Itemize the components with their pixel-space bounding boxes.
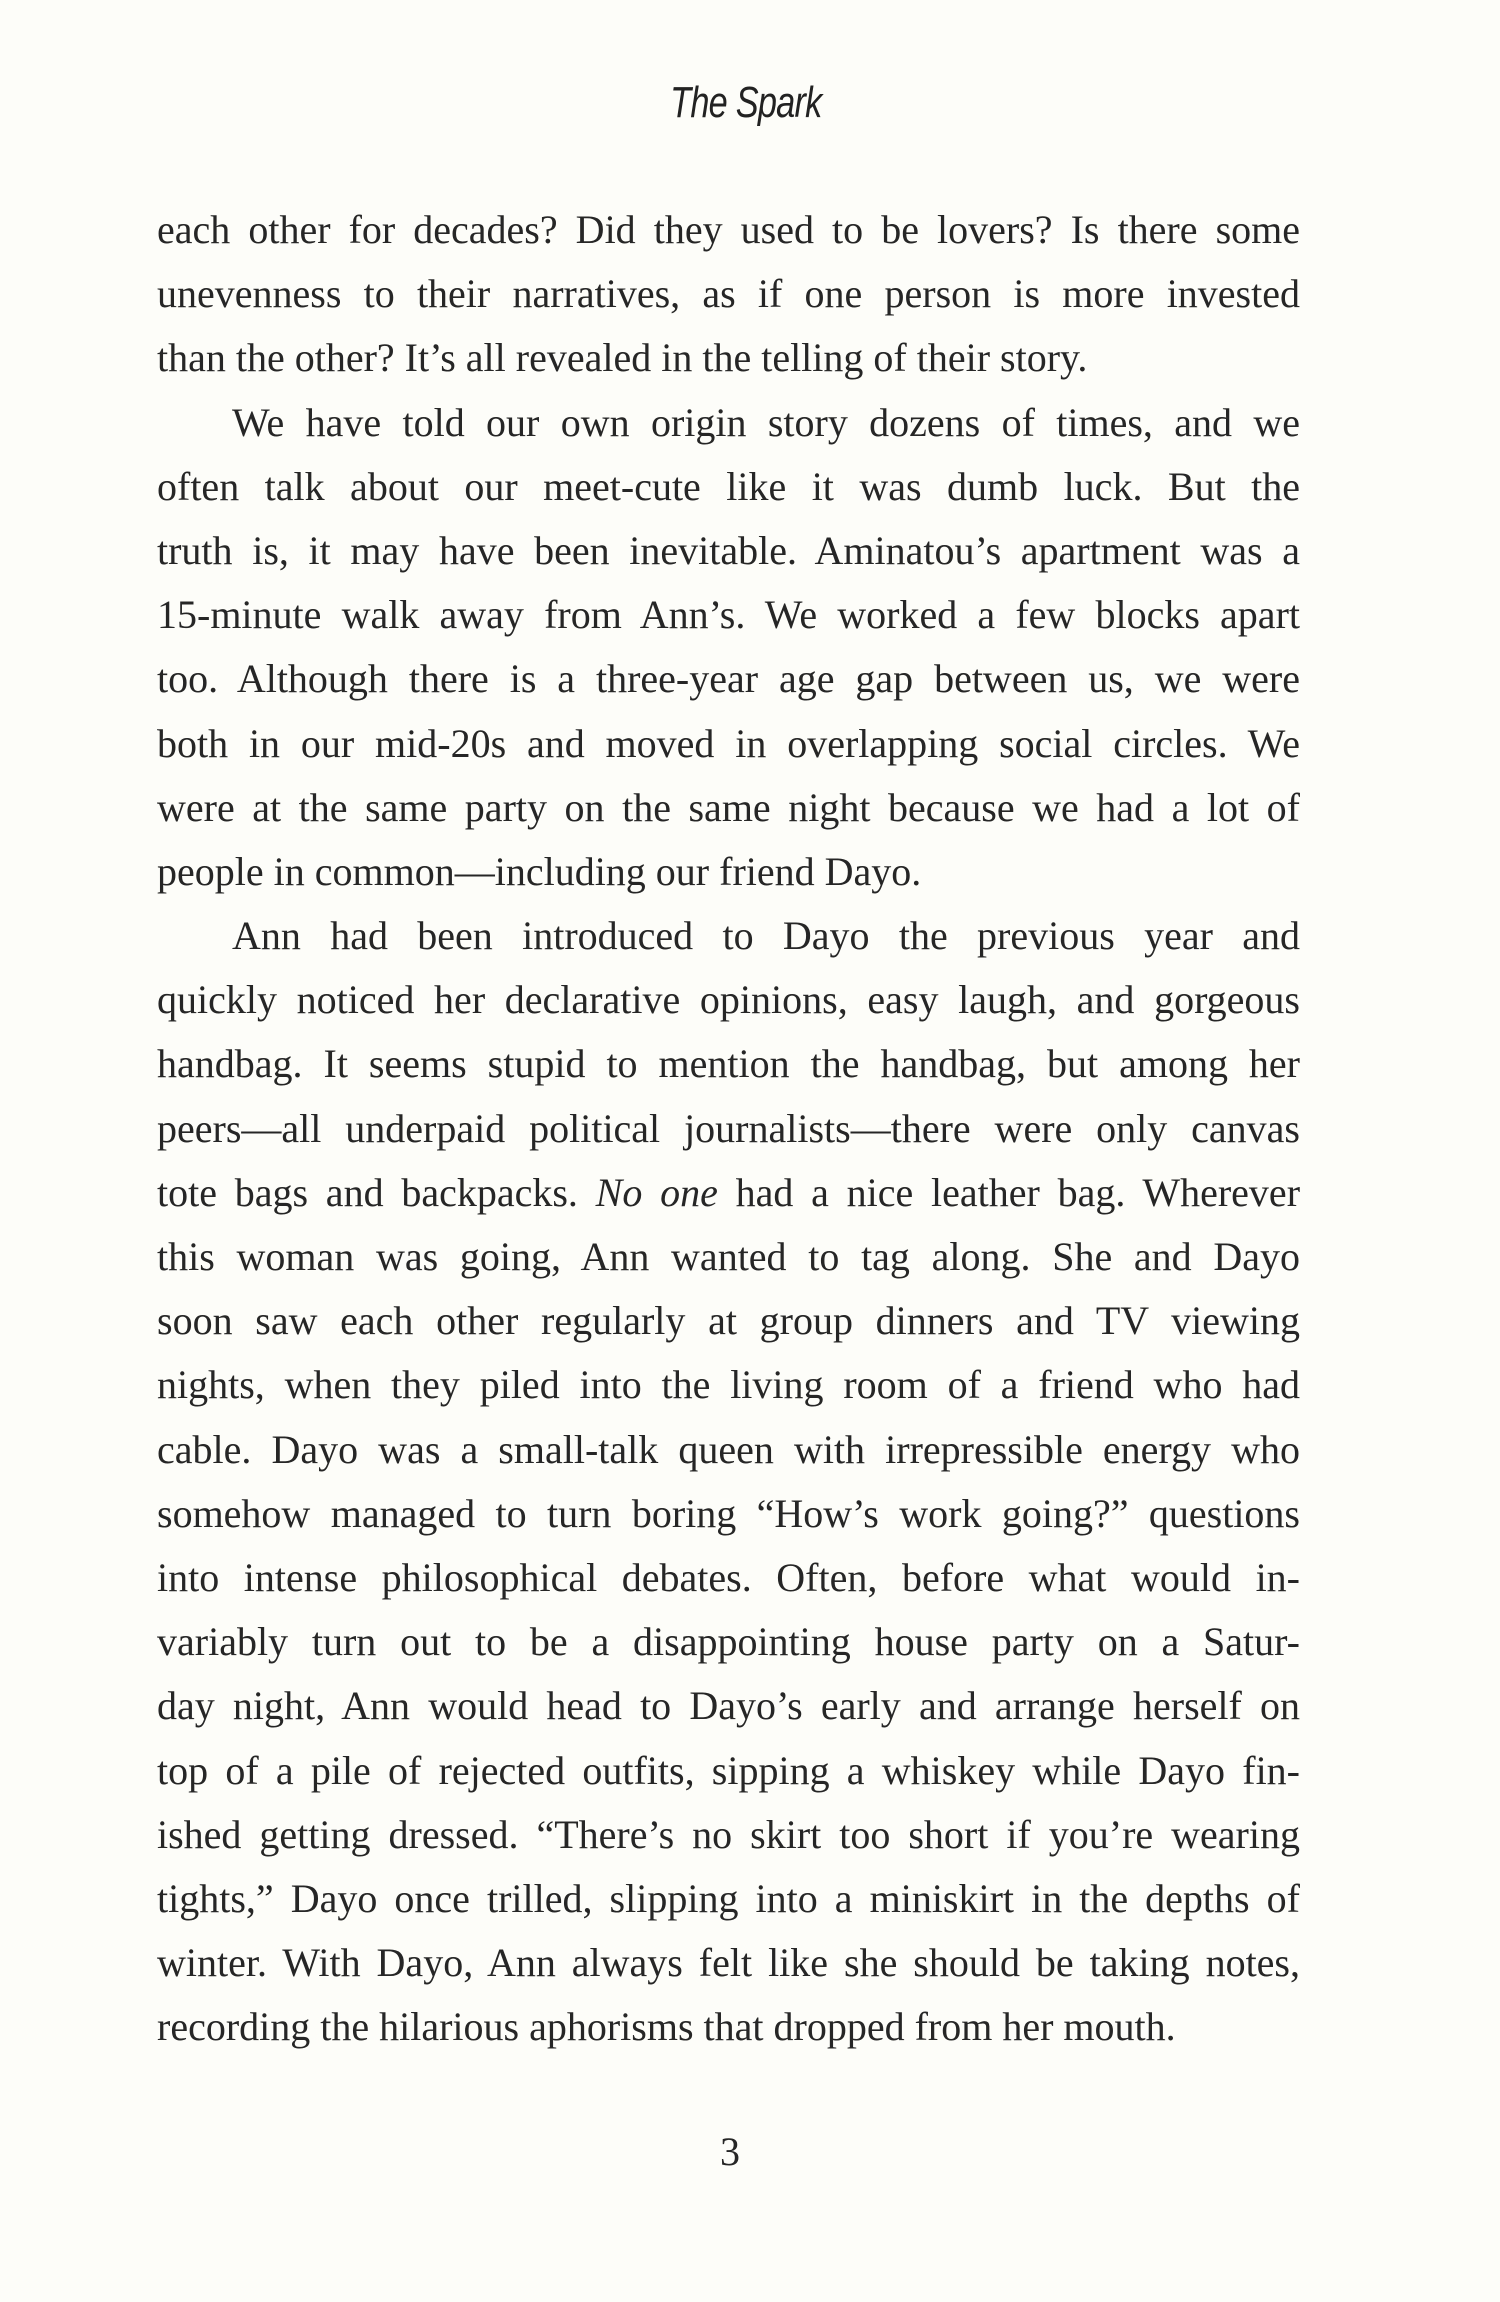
text-line: into intense philosophical debates. Often, before what would in- — [157, 1554, 1300, 1600]
page-number: 3 — [720, 2129, 740, 2174]
text-line: nights, when they piled into the living room of a friend who had — [157, 1362, 1300, 1408]
text-line: quickly noticed her declarative opinions, easy laugh, and gorgeous — [157, 977, 1300, 1023]
text-line: ished getting dressed. “There’s no skirt too short if you’re wearing — [157, 1811, 1300, 1857]
text-line: winter. With Dayo, Ann always felt like she should be taking notes, — [157, 1940, 1300, 1986]
text-line: than the other? It’s all revealed in the telling of their story. — [157, 335, 1088, 381]
body-text — [157, 198, 1300, 2059]
text-line: recording the hilarious aphorisms that dropped from her mouth. — [157, 2004, 1176, 2050]
text-line: both in our mid-20s and moved in overlapping social circles. We — [157, 720, 1300, 766]
paragraph-1 — [157, 198, 1300, 391]
text-line: truth is, it may have been inevitable. Aminatou’s apartment was a — [157, 527, 1300, 573]
text-line: people in common—including our friend Dayo. — [157, 848, 922, 894]
text-line: top of a pile of rejected outfits, sipping a whiskey while Dayo fin- — [157, 1747, 1300, 1793]
text-line: tights,” Dayo once trilled, slipping into a miniskirt in the depths of — [157, 1875, 1300, 1921]
text-line: 15-minute walk away from Ann’s. We worked a few blocks apart — [157, 592, 1300, 638]
text-segment: tote bags and backpacks. — [157, 1169, 596, 1215]
text-line: somehow managed to turn boring “How’s work going?” questions — [157, 1490, 1300, 1536]
running-head-title: The Spark — [670, 78, 822, 127]
text-line: We have told our own origin story dozens of times, and we — [232, 399, 1300, 445]
text-line: soon saw each other regularly at group dinners and TV viewing — [157, 1298, 1300, 1344]
text-line: often talk about our meet-cute like it was dumb luck. But the — [157, 463, 1300, 509]
paragraph-3 — [157, 904, 1300, 2059]
paragraph-2 — [157, 391, 1300, 905]
text-line: too. Although there is a three-year age gap between us, we were — [157, 656, 1300, 702]
text-line: cable. Dayo was a small-talk queen with irrepressible energy who — [157, 1426, 1300, 1472]
text-line: were at the same party on the same night because we had a lot of — [157, 784, 1300, 830]
text-line: unevenness to their narratives, as if one person is more invested — [157, 271, 1300, 317]
emphasis-no-one: No one — [595, 1169, 718, 1215]
text-line: peers—all underpaid political journalists—there were only canvas — [157, 1105, 1300, 1151]
text-line: variably turn out to be a disappointing house party on a Satur- — [157, 1619, 1300, 1665]
text-line: each other for decades? Did they used to be lovers? Is there some — [157, 207, 1300, 252]
text-line: this woman was going, Ann wanted to tag along. She and Dayo — [157, 1234, 1300, 1279]
text-segment: had a nice leather bag. Wherever — [717, 1169, 1301, 1215]
text-line: handbag. It seems stupid to mention the handbag, but among her — [157, 1041, 1300, 1087]
text-line-with-emphasis — [157, 1161, 1300, 1225]
text-line: day night, Ann would head to Dayo’s early and arrange herself on — [157, 1683, 1300, 1729]
text-line: Ann had been introduced to Dayo the previous year and — [232, 913, 1300, 959]
